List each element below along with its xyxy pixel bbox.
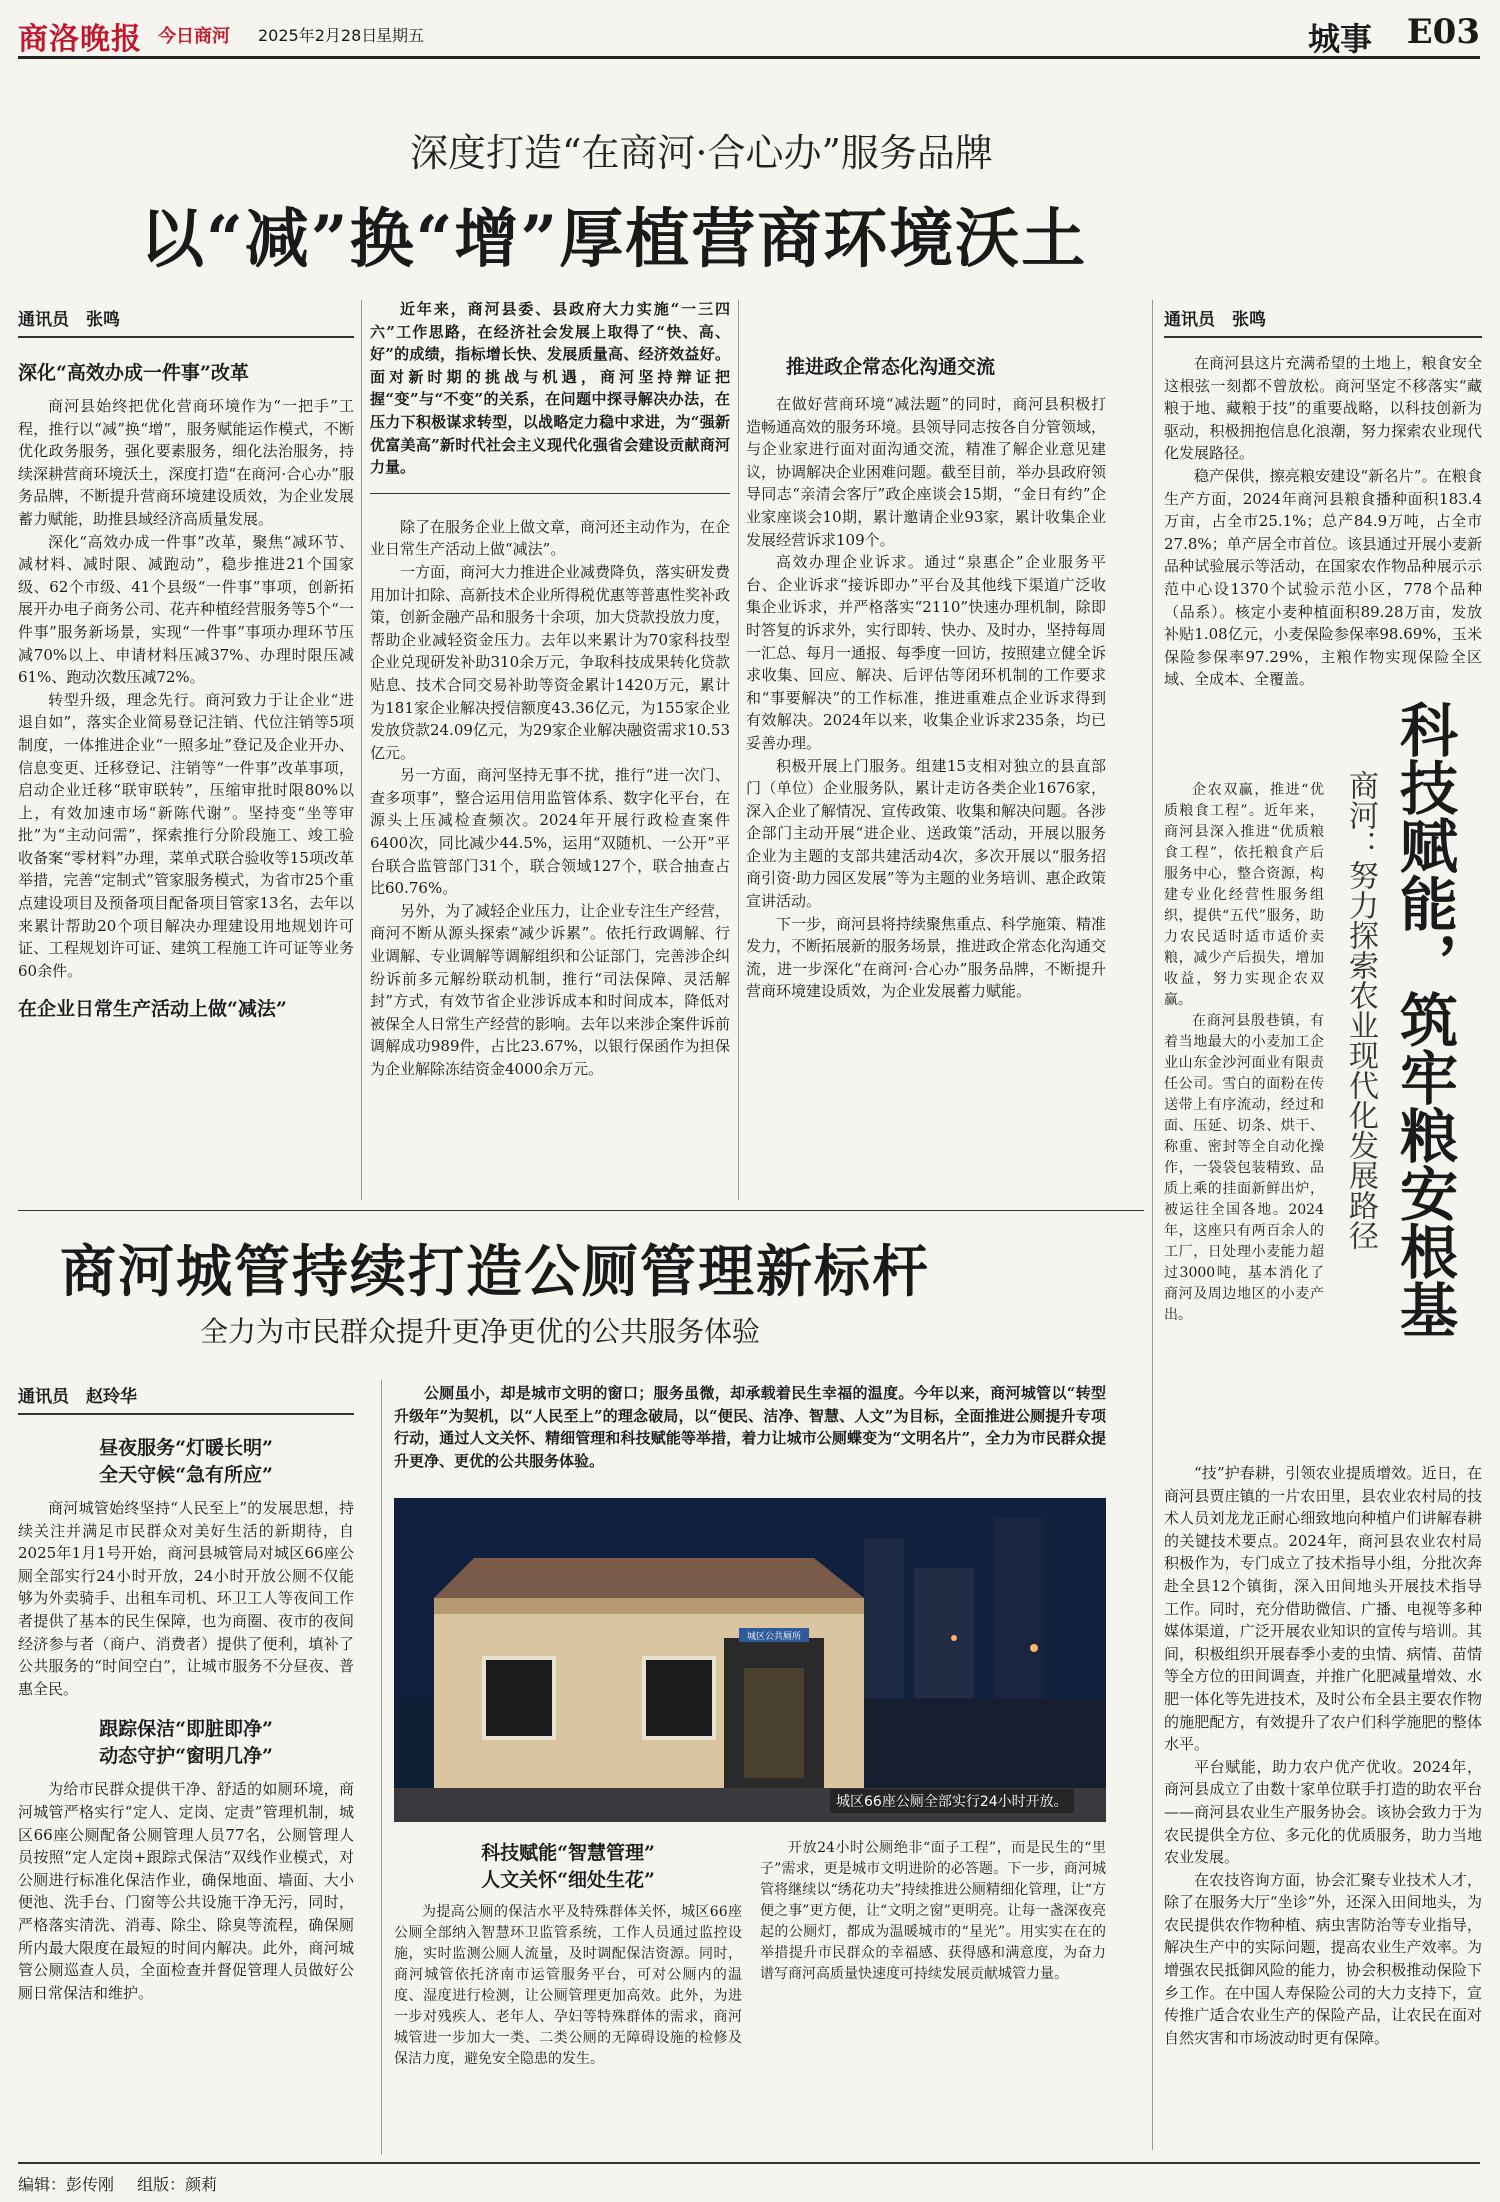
story-divider <box>18 1210 1144 1211</box>
story1-paragraph: 除了在服务企业上做文章，商河还主动作为，在企业日常生产活动上做“减法”。 <box>370 517 731 559</box>
issue-weekday: 星期五 <box>376 26 425 45</box>
story2-lead-block <box>394 1382 1106 1472</box>
photo-illustration <box>394 1498 1106 1822</box>
story2-subhead-2a: 跟踪保洁“即脏即净” <box>99 1718 273 1741</box>
toilet-photo <box>394 1498 1106 1822</box>
story2-col1 <box>18 1382 354 2004</box>
story2-paragraph: 商河城管始终坚持“人民至上”的发展思想，持续关注并满足市民群众对美好生活的新期待，自2025年1月1号开始，商河县城管局对城区66座公厕全部实行24小时开放，24小时开放公厕不仅能够为外卖骑手、出租车司机、环卫工人等夜间工作者提供了基本的民生保障，也为商圈、夜市的夜间经济参与者（商户、消费者）提供了便利，填补了公共服务的“时间空白”，让城市服务不分昼夜、普惠全民。 <box>18 1499 354 1698</box>
column-divider <box>361 300 362 1200</box>
divider <box>370 493 730 494</box>
story1-col3 <box>746 298 1106 1003</box>
section-name: 城事 <box>1307 20 1372 58</box>
story1-paragraph: 积极开展上门服务。组建15支相对独立的县直部门（单位）企业服务队，累计走访各类企业1676家，深入企业了解情况、宣传政策、收集和解决问题。各涉企部门主动开展“进企业、送政策”活动，开展以服务企业为主题的支部共建活动4次，多次开展以“服务招商引资·助力园区发展”等为主题的业务培训、惠企政策宣讲活动。 <box>746 756 1107 911</box>
column-divider <box>381 1380 382 2155</box>
story1-paragraph: 另一方面，商河坚持无事不扰，推行“进一次门、查多项事”，整合运用信用监管体系、数字化平台，在源头上压减检查频次。2024年开展行政检查案件6400次，同比减少44.5%，运用“双随机、一公开”平台联合监管部门31个，联合领域127个，联合抽查占比60.76%。 <box>370 766 730 898</box>
story3-paragraph: “技”护春耕，引领农业提质增效。近日，在商河县贾庄镇的一片农田里，县农业农村局的技术人员刘龙龙正耐心细致地向种植户们讲解春耕的关键技术要点。2024年，商河县农业农村局积极作为，专门成立了技术指导小组，分批次奔赴全县12个镇街，深入田间地头开展技术指导工作。同时，充分借助微信、广播、电视等多种媒体渠道，广泛开展农业知识的宣传与培训。其间，积极组织开展春季小麦的虫情、病情、苗情等全方位的田间调查，并推广化肥减量增效、水肥一体化等先进技术，及时公布全县主要农作物的施肥配方，有效提升了农户们科学施肥的整体水平。 <box>1164 1464 1482 1754</box>
story3-paragraph: 在商河县殷巷镇，有着当地最大的小麦加工企业山东金沙河面业有限责任公司。雪白的面粉在传送带上有序流动，经过和面、压延、切条、烘干、称重、密封等全自动化操作，一袋袋包装精致、品质上乘的挂面新鲜出炉，被运往全国各地。2024年，这座只有两百余人的工厂，日处理小麦能力超过3000吨，基本消化了商河及周边地区的小麦产出。 <box>1164 1013 1324 1323</box>
story1-col2 <box>370 298 730 1081</box>
story1-subhead-1: 深化“高效办成一件事”改革 <box>18 362 249 384</box>
story2-subhead-1a: 昼夜服务“灯暖长明” <box>99 1437 273 1459</box>
story1-paragraph: 另外，为了减轻企业压力，让企业专注生产经营，商河不断从源头探索“减少诉累”。依托行政调解、行业调解、专业调解等调解组织和公证部门，完善涉企纠纷诉前多元解纷联动机制，推行“司法保障、灵活解封”方式，有效节省企业涉诉成本和时间成本，降低对被保全人日常生产经营的影响。去年以来涉企案件诉前调解成功989件，占比23.67%，以银行保函作为担保为企业解除冻结资金4000余万元。 <box>370 901 731 1078</box>
story2-subhead-1b: 全天守候“急有所应” <box>99 1464 273 1486</box>
story3-paragraph: 在商河县这片充满希望的土地上，粮食安全这根弦一刻都不曾放松。商河坚定不移落实“藏粮于地、藏粮于技”的重要战略，以科技创新为驱动，积极拥抱信息化浪潮，努力探索农业现代化发展路径。 <box>1164 354 1482 463</box>
story3-paragraph: 平台赋能，助力农户优产优收。2024年，商河县成立了由数十家单位联手打造的助农平台——商河县农业生产服务协会。该协会致力于为农民提供全方位、多元化的优质服务，助力当地农业发展。 <box>1164 1757 1482 1867</box>
story1-byline: 通讯员 张鸣 <box>18 310 120 330</box>
story1-paragraph: 高效办理企业诉求。通过“泉惠企”企业服务平台、企业诉求“接诉即办”平台及其他线下渠道广泛收集企业诉求，并严格落实“2110”快速办理机制，除即时答复的诉求外，实行即转、快办、及时办，坚持每周一汇总、每月一通报、每季度一回访，按照建立健全诉求收集、回应、解决、后评估等闭环机制的工作要求和“事要解决”的工作标准，推进重难点企业诉求得到有效解决。2024年以来，收集企业诉求235条，均已妥善办理。 <box>746 553 1107 752</box>
photo-caption: 城区66座公厕全部实行24小时开放。 <box>830 1789 1074 1813</box>
story1-kicker: 深度打造“在商河·合心办”服务品牌 <box>410 131 993 175</box>
page-number: E03 <box>1406 12 1480 52</box>
story3-title: 科技赋能，筑牢粮安根基 <box>1390 700 1458 1338</box>
story2-col3 <box>760 1838 1106 1985</box>
column-divider <box>738 300 739 1200</box>
issue-date: 2025年2月28日 <box>258 26 378 45</box>
story3-paragraph: 稳产保供，擦亮粮安建设“新名片”。在粮食生产方面，2024年商河县粮食播种面积183.4万亩，占全市25.1%；总产84.9万吨，占全市27.8%；单产居全市首位。该县通过开展小麦新品种试验展示等活动，在国家农作物品种展示示范中心设1370个试验示范小区，778个品种（品系）。核定小麦种植面积89.28万亩，发放补贴1.08亿元，小麦保险参保率98.69%，玉米保险参保率97.29%，主粮作物实现保险全区域、全成本、全覆盖。 <box>1164 466 1482 689</box>
story2-paragraph: 开放24小时公厕绝非“面子工程”，而是民生的“里子”需求，更是城市文明进阶的必答题。下一步，商河城管将继续以“绣花功夫”持续推进公厕精细化管理，让“方便之事”更方便，让“文明之窗”更明亮。让每一盏深夜亮起的公厕灯，都成为温暖城市的“星光”。用实实在在的举措提升市民群众的幸福感、获得感和满意度，为奋力谱写商河高质量快速度可持续发展贡献城管力量。 <box>760 1840 1106 1982</box>
story2-subhead-3b: 人文关怀“细处生花” <box>481 1869 655 1891</box>
story3-narrow <box>1164 780 1324 1326</box>
story2-subhead-3a: 科技赋能“智慧管理” <box>481 1842 655 1864</box>
edition-name: 今日商河 <box>158 26 230 47</box>
story1-paragraph: 一方面，商河大力推进企业减费降负，落实研发费用加计扣除、高新技术企业所得税优惠等普惠性奖补政策，创新金融产品和服务十余项，加大贷款投放力度，帮助企业减轻资金压力。去年以来累计为70家科技型企业兑现研发补助310余万元，争取科技成果转化贷款贴息、技术合同交易补助等资金累计1420万元，累计为181家企业解决授信额度43.36亿元，为155家企业发放贷款24.09亿元，为29家企业解决融资需求10.53亿元。 <box>370 562 731 762</box>
story3-paragraph: 企农双赢，推进“优质粮食工程”。近年来，商河县深入推进“优质粮食工程”，依托粮食产后服务中心，整合资源，构建专业化经营性服务组织，提供“五代”服务，助力农民适时适市适价卖粮，减少产后损失，增加收益，努力实现企农双赢。 <box>1164 782 1324 1008</box>
story3-paragraph: 在农技咨询方面，协会汇聚专业技术人才，除了在服务大厅“坐诊”外，还深入田间地头，为农民提供农作物种植、病虫害防治等专业指导，解决生产中的实际问题，提高农业生产效率。为增强农民抵御风险的能力，协会积极推动保险下乡工作。在中国人寿保险公司的大力支持下，宣传推广适合农业生产的保险产品，让农民在面对自然灾害和市场波动时更有保障。 <box>1164 1870 1482 2047</box>
divider <box>1164 336 1482 338</box>
story1-paragraph: 在做好营商环境“减法题”的同时，商河县积极打造畅通高效的服务环境。县领导同志按各自分管领域，与企业家进行面对面沟通交流，精准了解企业意见建议，协调解决企业困难问题。截至目前，举办县政府领导同志“亲清会客厅”政企座谈会15期，“金日有约”企业家座谈会10期，累计邀请企业93家，累计收集企业发展经营诉求109个。 <box>746 395 1107 549</box>
story2-subhead-2b: 动态守护“窗明几净” <box>99 1745 273 1768</box>
story2-lead: 公厕虽小，却是城市文明的窗口；服务虽微，却承载着民生幸福的温度。今年以来，商河城管以“转型升级年”为契机，以“人民至上”的理念破局，以“便民、洁净、智慧、人文”为目标，全面推进公厕提升专项行动，通过人文关怀、精细管理和科技赋能等举措，着力让城市公厕蝶变为“文明名片”，全力为市民群众提升更净、更优的公共服务体验。 <box>394 1384 1106 1470</box>
story3-column <box>1164 305 1482 691</box>
story3-lower <box>1164 1462 1482 2049</box>
masthead <box>18 10 1480 59</box>
story2-subhead: 全力为市民群众提升更净更优的公共服务体验 <box>200 1315 761 1348</box>
editor-credit: 编辑：彭传刚 <box>18 2175 115 2194</box>
story1-paragraph: 深化“高效办成一件事”改革，聚焦“减环节、减材料、减时限、减跑动”，稳步推进21个国家级、62个市级、41个县级“一件事”事项，创新拓展开办电子商务公司、花卉种植经营服务等5个“一件事”服务新场景，实现“一件事”事项办理环节压减70%以上、申请材料压减37%、办理时限压减61%、跑动次数压减72%。 <box>18 532 354 687</box>
divider <box>18 336 354 338</box>
story1-paragraph: 转型升级，理念先行。商河致力于让企业“进退自如”，落实企业简易登记注销、代位注销等5项制度，一体推进企业“一照多址”登记及企业开办、信息变更、迁移登记、注销等“一件事”改革事项，启动企业迁移“联审联转”，压缩审批时限80%以上，有效加速市场“新陈代谢”。坚持变“坐等审批”为“主动问需”，探索推行分阶段施工、竣工验收备案“零材料”办理，菜单式联合验收等15项改革举措，完善“定制式”管家服务模式，为省市25个重点建设项目及预备项目配备项目管家13名，去年以来累计帮助20个项目解决办理建设用地规划许可证、工程规划许可证、建筑工程施工许可证等业务60余件。 <box>18 690 354 980</box>
newspaper-logo: 商洛晚报 <box>18 22 142 57</box>
story1-paragraph: 下一步，商河县将持续聚焦重点、科学施策、精准发力，不断拓展新的服务场景，推进政企常态化沟通交流，进一步深化“在商河·合心办”服务品牌，不断提升营商环境建设质效，为企业发展蓄力赋能。 <box>746 914 1107 1001</box>
story2-headline: 商河城管持续打造公厕管理新标杆 <box>60 1239 930 1305</box>
story2-byline: 通讯员 赵玲华 <box>18 1387 137 1407</box>
column-divider <box>1152 300 1153 2150</box>
page-footer <box>18 2162 1480 2195</box>
divider <box>18 1413 354 1415</box>
story2-paragraph: 为给市民群众提供干净、舒适的如厕环境，商河城管严格实行“定人、定岗、定责”管理机制，城区66座公厕配备公厕管理人员77名，公厕管理人员按照“定人定岗+跟踪式保洁”双线作业模式，对公厕进行标准化保洁作业，确保地面、墙面、大小便池、洗手台、门窗等公共设施干净无污，同时，严格落实清洗、消毒、除尘、除臭等流程，确保厕所内最大限度在最短的时间内解决。此外，商河城管公厕巡查人员，全面检查并督促管理人员做好公厕日常保洁和维护。 <box>18 1780 354 2002</box>
story1-col1 <box>18 305 354 1021</box>
story1-subhead-3: 推进政企常态化沟通交流 <box>786 356 996 378</box>
story3-subtitle: 商河：努力探索农业现代化发展路径 <box>1343 770 1378 1250</box>
story1-paragraph: 商河县始终把优化营商环境作为“一把手”工程，推行以“减”换“增”，服务赋能运作模式，不断优化政务服务，强化要素服务，细化法治服务，持续深耕营商环境沃土，深度打造“在商河·合心办”服务品牌，不断提升营商环境建设质效，为企业发展蓄力赋能，助推县域经济高质量发展。 <box>18 397 354 528</box>
layout-credit: 组版：颜莉 <box>137 2175 218 2194</box>
story3-byline: 通讯员 张鸣 <box>1164 310 1266 330</box>
story1-subhead-2: 在企业日常生产活动上做“减法” <box>18 998 287 1021</box>
sign-text: 城区公共厕所 <box>746 1632 802 1642</box>
story2-paragraph: 为提高公厕的保洁水平及特殊群体关怀，城区66座公厕全部纳入智慧环卫监管系统，工作人员通过监控设施，实时监测公厕人流量，及时调配保洁资源。同时，商河城管依托济南市运管服务平台，可对公厕内的温度、湿度进行检测，让公厕管理更加高效。此外，为进一步对残疾人、老年人、孕妇等特殊群体的需求，商河城管进一步加大一类、二类公厕的无障碍设施的检修及保洁力度，避免安全隐患的发生。 <box>394 1904 742 2067</box>
story1-headline: 以“减”换“增”厚植营商环境沃土 <box>140 202 1088 277</box>
story2-col2 <box>394 1838 742 2070</box>
story1-lead: 近年来，商河县委、县政府大力实施“一三四六”工作思路，在经济社会发展上取得了“快、高、好”的成绩，指标增长快、发展质量高、经济效益好。面对新时期的挑战与机遇，商河坚持辩证把握“变”与“不变”的关系，在问题中探寻解决办法，在压力下积极谋求转型，以战略定力稳中求进，为“强新优富美高”新时代社会主义现代化强省会建设贡献商河力量。 <box>370 300 730 477</box>
